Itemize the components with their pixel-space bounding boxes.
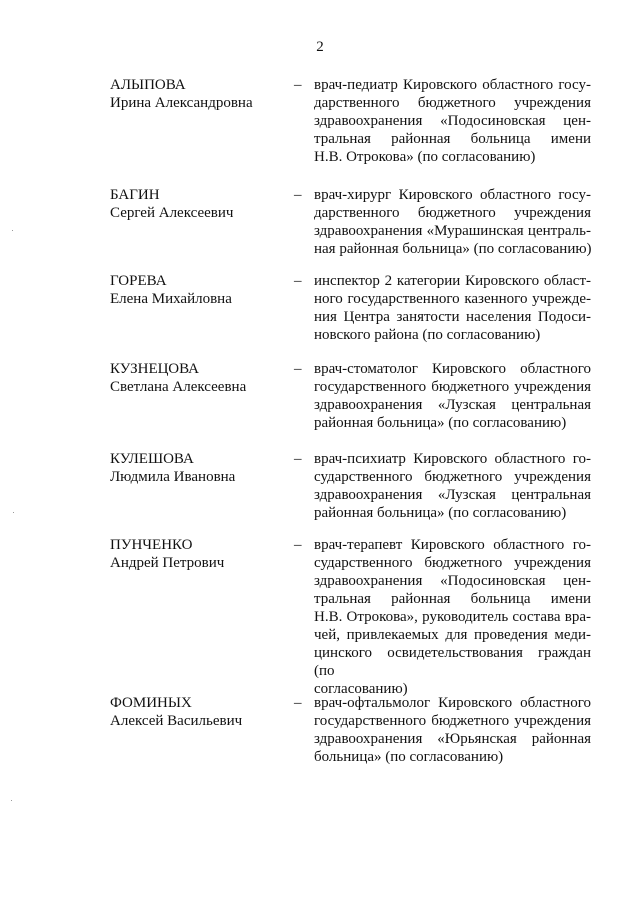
description-line: здравоохранения «Подосиновская цен- xyxy=(314,113,591,129)
scan-speck xyxy=(12,230,13,231)
description-line: районная больница» (по согласованию) xyxy=(314,505,567,521)
member-entry-fominykh xyxy=(0,694,640,774)
description-line: тральная районная больница имени xyxy=(314,131,591,147)
member-name xyxy=(110,536,280,572)
description-line: здравоохранения «Лузская центральная xyxy=(314,487,591,503)
member-surname: ПУНЧЕНКО xyxy=(110,537,193,553)
member-entry-kuleshova xyxy=(0,450,640,536)
description-line: государственного бюджетного учреждения xyxy=(314,379,591,395)
member-list xyxy=(0,76,640,774)
member-description xyxy=(314,186,591,258)
description-line: здравоохранения «Мурашинская централь- xyxy=(314,223,591,239)
description-line: врач-педиатр Кировского областного госу- xyxy=(314,77,591,93)
description-line: чей, привлекаемых для проведения меди- xyxy=(314,627,591,643)
description-line: районная больница» (по согласованию) xyxy=(314,415,567,431)
description-line: цинского освидетельствования граждан (по xyxy=(314,645,591,679)
description-line: больница» (по согласованию) xyxy=(314,749,504,765)
member-description xyxy=(314,272,591,344)
dash-separator: – xyxy=(294,537,302,553)
member-given-names: Сергей Алексеевич xyxy=(110,205,234,221)
member-surname: ГОРЕВА xyxy=(110,273,167,289)
member-description xyxy=(314,694,591,766)
description-line: дарственного бюджетного учреждения xyxy=(314,95,591,111)
description-line: сударственного бюджетного учреждения xyxy=(314,555,591,571)
member-given-names: Ирина Александровна xyxy=(110,95,253,111)
description-line: согласованию) xyxy=(314,681,408,697)
member-surname: БАГИН xyxy=(110,187,160,203)
description-line: врач-терапевт Кировского областного го- xyxy=(314,537,591,553)
member-surname: ФОМИНЫХ xyxy=(110,695,192,711)
description-line: Н.В. Отрокова» (по согласованию) xyxy=(314,149,536,165)
member-description xyxy=(314,360,591,432)
member-given-names: Алексей Васильевич xyxy=(110,713,243,729)
description-line: дарственного бюджетного учреждения xyxy=(314,205,591,221)
member-entry-punchenko xyxy=(0,536,640,697)
description-line: врач-офтальмолог Кировского областного xyxy=(314,695,591,711)
dash-separator: – xyxy=(294,695,302,711)
description-line: врач-психиатр Кировского областного го- xyxy=(314,451,591,467)
description-line: ния Центра занятости населения Подоси- xyxy=(314,309,591,325)
description-line: Н.В. Отрокова», руководитель состава вра- xyxy=(314,609,591,625)
member-given-names: Андрей Петрович xyxy=(110,555,225,571)
member-surname: АЛЫПОВА xyxy=(110,77,186,93)
member-name xyxy=(110,450,280,486)
dash-separator: – xyxy=(294,77,302,93)
member-description xyxy=(314,450,591,522)
member-given-names: Елена Михайловна xyxy=(110,291,232,307)
member-given-names: Людмила Ивановна xyxy=(110,469,236,485)
description-line: ного государственного казенного учрежде- xyxy=(314,291,591,307)
member-name xyxy=(110,272,280,308)
description-line: тральная районная больница имени xyxy=(314,591,591,607)
dash-separator: – xyxy=(294,273,302,289)
member-name xyxy=(110,186,280,222)
dash-separator: – xyxy=(294,187,302,203)
description-line: здравоохранения «Лузская центральная xyxy=(314,397,591,413)
description-line: здравоохранения «Подосиновская цен- xyxy=(314,573,591,589)
scan-speck xyxy=(11,800,12,801)
member-given-names: Светлана Алексеевна xyxy=(110,379,247,395)
description-line: здравоохранения «Юрьянская районная xyxy=(314,731,591,747)
member-description xyxy=(314,536,591,698)
member-entry-kuznetsova xyxy=(0,360,640,450)
scan-speck xyxy=(13,512,14,513)
description-line: новского района (по согласованию) xyxy=(314,327,541,343)
page-number: 2 xyxy=(316,39,324,55)
description-line: ная районная больница» (по согласованию) xyxy=(314,241,592,257)
dash-separator: – xyxy=(294,361,302,377)
description-line: врач-хирург Кировского областного госу- xyxy=(314,187,591,203)
description-line: сударственного бюджетного учреждения xyxy=(314,469,591,485)
member-name xyxy=(110,76,280,112)
member-entry-goreva xyxy=(0,272,640,360)
description-line: государственного бюджетного учреждения xyxy=(314,713,591,729)
member-surname: КУЛЕШОВА xyxy=(110,451,194,467)
member-surname: КУЗНЕЦОВА xyxy=(110,361,199,377)
member-description xyxy=(314,76,591,166)
description-line: врач-стоматолог Кировского областного xyxy=(314,361,591,377)
member-name xyxy=(110,694,280,730)
member-entry-alypova xyxy=(0,76,640,186)
member-entry-bagin xyxy=(0,186,640,272)
description-line: инспектор 2 категории Кировского област- xyxy=(314,273,591,289)
dash-separator: – xyxy=(294,451,302,467)
member-name xyxy=(110,360,280,396)
